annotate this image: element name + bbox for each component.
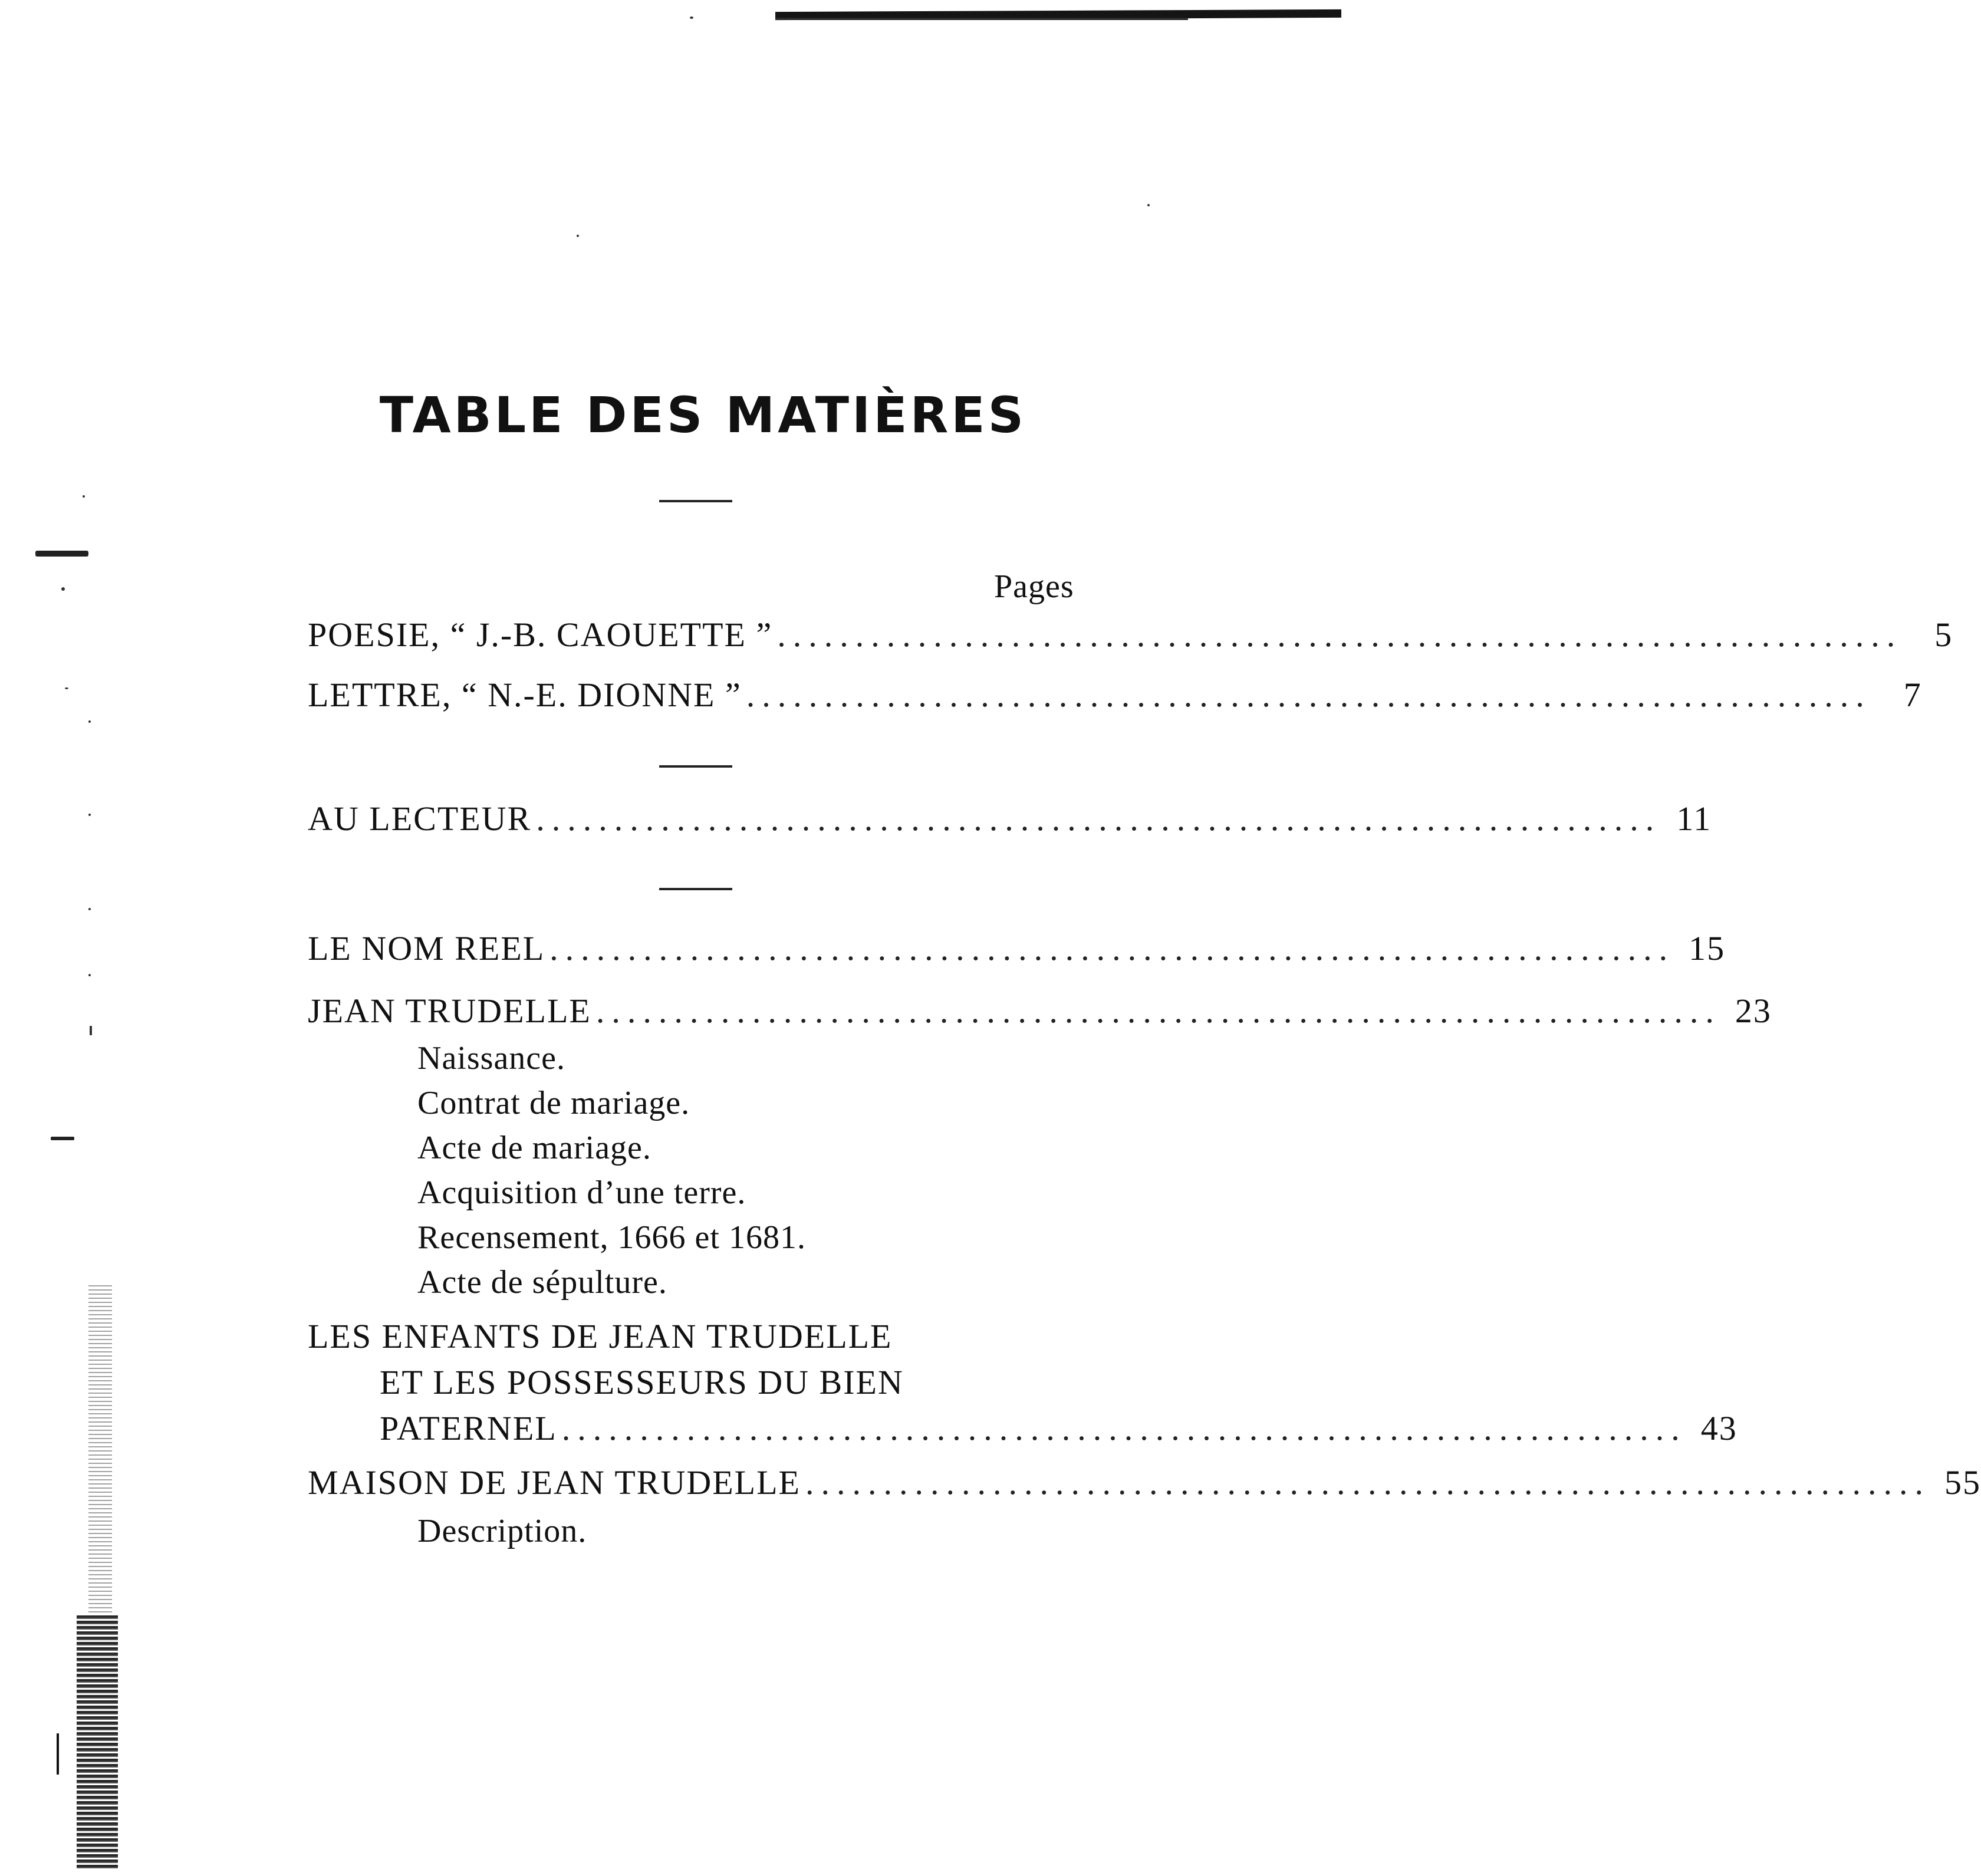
toc-subitem: Acte de mariage. — [417, 1130, 651, 1166]
toc-subitem: Acquisition d’une terre. — [417, 1174, 746, 1211]
page-title: TABLE DES MATIÈRES — [379, 386, 1027, 444]
dot-leader: ........................................................................ — [561, 1409, 1687, 1447]
toc-entry — [308, 926, 1726, 972]
toc-entry-page: 7 — [1903, 676, 1922, 714]
scan-speck — [51, 1137, 74, 1140]
toc-entry — [308, 672, 1922, 718]
toc-entry-label-line: ET LES POSSESSEURS DU BIEN — [380, 1363, 904, 1401]
toc-entry — [308, 988, 1772, 1034]
scan-speck — [88, 814, 91, 816]
toc-entry-page: 43 — [1700, 1409, 1738, 1447]
section-divider — [659, 765, 732, 768]
toc-entry — [308, 1314, 1738, 1452]
toc-entry-label-line: PATERNEL — [380, 1409, 557, 1447]
toc-entry-label: LE NOM REEL — [308, 929, 545, 967]
dot-leader: ........................................................................ — [549, 929, 1675, 967]
scan-margin-noise — [77, 1615, 118, 1869]
pages-column-label: Pages — [994, 568, 1074, 605]
toc-subitem: Acte de sépulture. — [417, 1264, 667, 1301]
scan-speck — [57, 1733, 59, 1775]
scan-speck — [83, 495, 85, 498]
toc-entry-label: LETTRE, “ N.-E. DIONNE ” — [308, 676, 742, 714]
scan-speck — [1147, 204, 1150, 206]
scan-speck — [88, 908, 91, 910]
toc-entry — [308, 612, 1953, 658]
toc-entry — [308, 1460, 1981, 1506]
section-divider — [659, 888, 732, 890]
dot-leader: ........................................................................ — [805, 1463, 1930, 1502]
toc-entry-label: POESIE, “ J.-B. CAOUETTE ” — [308, 616, 773, 654]
dot-leader: ........................................................................ — [536, 799, 1661, 838]
toc-subitem: Contrat de mariage. — [417, 1085, 690, 1121]
scan-speck — [61, 587, 65, 591]
toc-entry-page: 23 — [1735, 992, 1772, 1030]
scan-speck — [88, 974, 91, 976]
scan-edge-rule-thin — [775, 18, 1188, 20]
scan-speck — [690, 17, 693, 19]
scan-margin-noise — [88, 1285, 112, 1615]
scan-speck — [88, 720, 91, 723]
toc-subitem: Description. — [417, 1513, 587, 1549]
toc-entry-page: 11 — [1676, 799, 1712, 838]
dot-leader: ........................................................................ — [777, 616, 1903, 654]
toc-entry-page: 55 — [1944, 1463, 1981, 1502]
toc-subitem: Recensement, 1666 et 1681. — [417, 1219, 806, 1256]
scan-speck — [577, 235, 579, 237]
toc-entry-page: 15 — [1689, 929, 1726, 967]
dot-leader: ........................................................................ — [595, 992, 1721, 1030]
toc-entry — [308, 796, 1712, 842]
section-divider — [659, 500, 732, 502]
toc-entry-label: MAISON DE JEAN TRUDELLE — [308, 1463, 801, 1502]
dot-leader: ........................................................................ — [746, 676, 1871, 714]
toc-entry-page: 5 — [1934, 616, 1953, 654]
toc-entry-label: JEAN TRUDELLE — [308, 992, 591, 1030]
scan-speck — [35, 551, 88, 557]
toc-entry-label: AU LECTEUR — [308, 799, 532, 838]
scan-speck — [90, 1026, 92, 1035]
scan-speck — [65, 687, 68, 689]
toc-subitem: Naissance. — [417, 1040, 566, 1077]
toc-entry-label-line: LES ENFANTS DE JEAN TRUDELLE — [308, 1317, 893, 1355]
